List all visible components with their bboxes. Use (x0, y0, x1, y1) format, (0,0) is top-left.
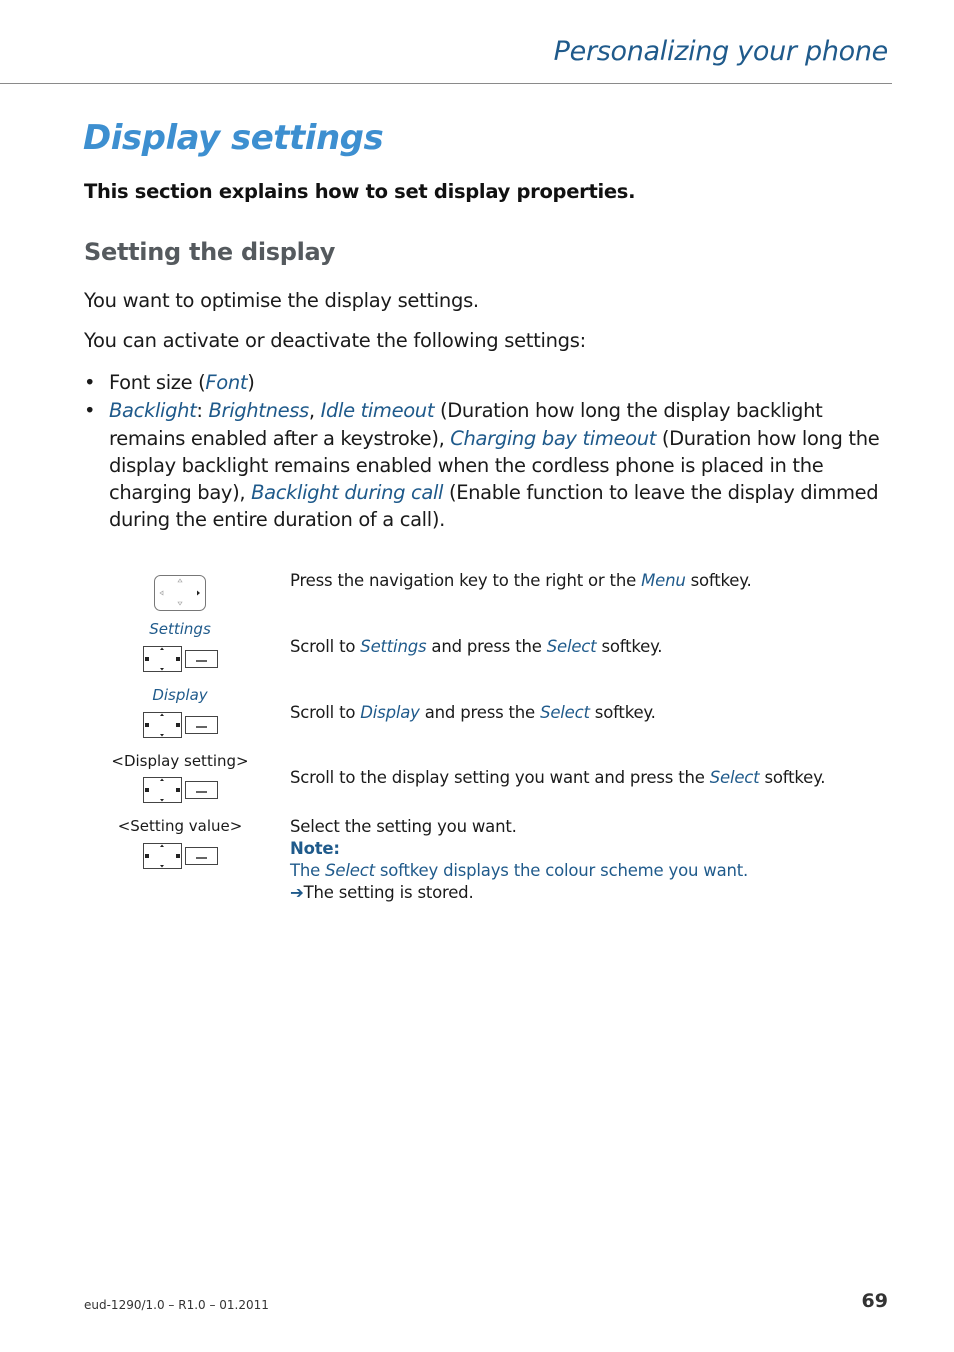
section-title: Setting the display (84, 238, 336, 266)
text: Font size ( (109, 371, 206, 394)
text: ) (247, 371, 255, 394)
list-item-font (84, 369, 899, 396)
note-heading: Note: (290, 839, 340, 858)
result-line (290, 882, 748, 904)
text: Scroll to (290, 637, 361, 656)
navigation-and-select-keys-icon (143, 777, 219, 803)
step-3-text (290, 702, 656, 724)
doc-id: eud-1290/1.0 – R1.0 – 01.2011 (84, 1298, 269, 1312)
text: , (308, 399, 321, 423)
step-2-text (290, 636, 662, 658)
keyword-display: Display (360, 703, 420, 722)
term-backlight-during-call: Backlight during call (251, 481, 444, 505)
keyword-menu: Menu (641, 571, 686, 590)
term-idle-timeout: Idle timeout (320, 399, 435, 423)
term-charging-bay-timeout: Charging bay timeout (450, 426, 657, 450)
step-5-text (290, 816, 748, 904)
keyword-select: Select (325, 861, 375, 880)
step-4-text (290, 767, 825, 789)
keyword-select: Select (709, 768, 760, 787)
page-title: Display settings (83, 118, 384, 158)
term-font: Font (205, 371, 248, 394)
navigation-and-select-keys-icon (143, 712, 219, 738)
text: The (290, 861, 326, 880)
navigation-and-select-keys-icon (143, 843, 219, 869)
bullet-dot: • (84, 371, 96, 394)
keyword-select: Select (546, 637, 597, 656)
bullet-dot: • (84, 399, 96, 423)
text: Press the navigation key to the right or the (290, 571, 642, 590)
settings-list (84, 369, 899, 535)
text: The setting is stored. (303, 883, 474, 902)
text: and press the (426, 637, 547, 656)
page-number: 69 (861, 1290, 888, 1312)
label-settings: Settings (149, 620, 211, 638)
text: softkey. (596, 637, 663, 656)
text: (Duration how long the display backlight remains enabled when the cordless phone is placed in the charging bay), (109, 426, 880, 505)
label-display: Display (152, 686, 208, 704)
intro-text: This section explains how to set display properties. (84, 180, 636, 203)
text: Scroll to (290, 703, 361, 722)
step-1-text (290, 570, 752, 592)
text: softkey. (589, 703, 656, 722)
paragraph-2: You can activate or deactivate the following settings: (84, 329, 586, 352)
term-backlight: Backlight (109, 399, 197, 423)
running-head: Personalizing your phone (553, 36, 888, 67)
paragraph-1: You want to optimise the display settings. (84, 289, 479, 312)
keyword-settings: Settings (360, 637, 427, 656)
label-setting-value: <Setting value> (117, 817, 243, 835)
step-5-label (80, 817, 280, 835)
step-5-line: Select the setting you want. (290, 817, 517, 836)
step-4-label (80, 752, 280, 770)
text: (Enable function to leave the display dimmed during the entire duration of a call). (109, 481, 879, 532)
keyword-select: Select (540, 703, 590, 722)
text: Scroll to the display setting you want and press the (290, 768, 710, 787)
result-arrow-icon: ➔ (290, 883, 304, 902)
text: (Duration how long the display backlight remains enabled after a keystroke), (109, 399, 823, 450)
label-display-setting: <Display setting> (111, 752, 249, 770)
text: and press the (419, 703, 541, 722)
text: softkey displays the colour scheme you want. (374, 861, 749, 880)
text: : (196, 399, 209, 423)
note-body (290, 860, 748, 882)
step-2-label (80, 620, 280, 638)
step-3-label (80, 686, 280, 704)
list-item-backlight (84, 397, 899, 533)
navigation-and-select-keys-icon (143, 646, 219, 672)
text: softkey. (759, 768, 826, 787)
text: softkey. (685, 571, 752, 590)
term-brightness: Brightness (208, 399, 309, 423)
navigation-key-right-icon (154, 575, 206, 611)
header-rule (0, 83, 892, 84)
